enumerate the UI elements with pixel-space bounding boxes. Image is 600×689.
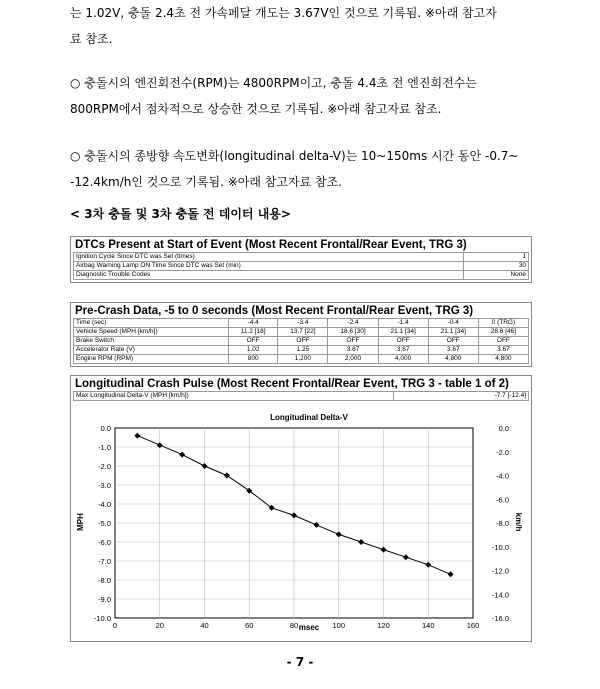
table-cell: -1.4 — [378, 319, 428, 328]
x-tick-label: 120 — [377, 621, 390, 630]
paragraph-delta-v — [70, 143, 540, 195]
paragraph-engine-rpm — [70, 70, 540, 122]
dtc-box — [70, 236, 532, 283]
table-cell: 4,000 — [378, 355, 428, 364]
table-row — [74, 271, 529, 280]
table-cell: OFF — [229, 337, 278, 346]
table-cell: 3.67 — [328, 346, 378, 355]
table-cell: OFF — [328, 337, 378, 346]
table-cell: OFF — [378, 337, 428, 346]
y2-tick-label: -4.0 — [496, 471, 509, 481]
table-row — [74, 262, 529, 271]
data-point — [381, 547, 387, 553]
table-cell: Brake Switch — [74, 337, 229, 346]
data-point — [336, 531, 342, 537]
y-tick-label: -3.0 — [98, 481, 111, 490]
x-tick-label: 60 — [245, 621, 254, 630]
y-tick-label: -9.0 — [98, 595, 111, 604]
table-cell: 13.7 [22] — [278, 328, 328, 337]
y2-axis-label: km/h — [514, 512, 523, 532]
x-tick-label: 0 — [112, 621, 118, 630]
table-cell: 21.1 [34] — [428, 328, 478, 337]
x-tick-label: 40 — [200, 621, 209, 630]
y-tick-label: -6.0 — [98, 538, 111, 547]
table-cell: -0.4 — [428, 319, 478, 328]
table-row — [74, 355, 529, 364]
table-row — [74, 328, 529, 337]
section-title: < 3차 충돌 및 3차 충돌 전 데이터 내용> — [70, 207, 291, 221]
data-point — [224, 473, 230, 479]
paragraph-line: -12.4km/h인 것으로 기록됨. ※아래 참고자료 참조. — [70, 175, 342, 189]
table-cell: Diagnostic Trouble Codes — [74, 271, 464, 280]
dtc-title: DTCs Present at Start of Event (Most Recent Frontal/Rear Event, TRG 3) — [75, 239, 467, 251]
crash-pulse-box — [70, 375, 532, 642]
table-cell: OFF — [478, 337, 528, 346]
paragraph-accelerator — [70, 0, 540, 52]
y-tick-label: -5.0 — [98, 519, 111, 528]
data-point — [291, 512, 297, 518]
y-axis-ticks — [94, 424, 111, 623]
y-tick-label: -2.0 — [98, 462, 111, 471]
table-row — [74, 337, 529, 346]
x-tick-label: 100 — [332, 621, 346, 630]
paragraph-line: 료 참조. — [70, 32, 113, 46]
table-cell: 3.67 — [478, 346, 528, 355]
y2-tick-label: -6.0 — [496, 495, 509, 505]
y-tick-label: -8.0 — [98, 576, 111, 585]
table-cell: 28.6 [46] — [478, 328, 528, 337]
table-cell: -2.4 — [328, 319, 378, 328]
table-cell: -4.4 — [229, 319, 278, 328]
table-cell: 1,200 — [278, 355, 328, 364]
x-axis-label: msec — [298, 623, 320, 632]
dtc-table — [73, 252, 529, 280]
paragraph-line: 800RPM에서 점차적으로 상승한 것으로 기록됨. ※아래 참고자료 참조. — [70, 102, 442, 116]
data-point — [403, 554, 409, 560]
precrash-table — [73, 318, 529, 364]
table-cell: -3.4 — [278, 319, 328, 328]
x-tick-label: 80 — [289, 621, 299, 630]
table-cell: 4,800 — [428, 355, 478, 364]
x-tick-label: 20 — [155, 621, 164, 630]
table-cell: Ignition Cycle Since DTC was Set (times) — [74, 253, 464, 262]
page-number: - 7 - — [286, 655, 314, 669]
chart-grid — [115, 428, 473, 618]
table-cell: 800 — [229, 355, 278, 364]
y2-tick-label: -12.0 — [491, 566, 509, 576]
y2-tick-label: -14.0 — [491, 590, 509, 600]
table-cell: 1.25 — [278, 346, 328, 355]
y2-tick-label: -8.0 — [496, 519, 509, 528]
table-cell: 1 — [464, 253, 529, 262]
y-tick-label: -10.0 — [93, 614, 111, 623]
table-cell: Airbag Warning Lamp ON Time Since DTC was Set (min) — [74, 262, 464, 271]
crash-pulse-title: Longitudinal Crash Pulse (Most Recent Frontal/Rear Event, TRG 3 - table 1 of 2) — [75, 378, 509, 390]
table-cell: 2,000 — [328, 355, 378, 364]
y2-tick-label: -16.0 — [491, 614, 509, 623]
table-cell: 30 — [464, 262, 529, 271]
table-cell: Max Longitudinal Delta-V (MPH [km/h]) — [74, 392, 394, 401]
precrash-box — [70, 302, 532, 367]
y-tick-label: -7.0 — [98, 557, 111, 566]
x-axis-ticks — [113, 621, 479, 630]
table-cell: 0 (TRG) — [478, 319, 528, 328]
y2-axis-ticks — [492, 424, 509, 623]
table-cell: Engine RPM (RPM) — [74, 355, 229, 364]
paragraph-line: ○ 충돌시의 종방향 속도변화(longitudinal delta-V)는 10~150ms 시간 동안 -0.7~ — [70, 149, 519, 163]
table-cell: 4,800 — [478, 355, 528, 364]
chart-title: Longitudinal Delta-V — [270, 413, 348, 422]
y2-tick-label: -10.0 — [491, 542, 509, 552]
table-cell: Accelerator Rate (V) — [74, 346, 229, 355]
precrash-title: Pre-Crash Data, -5 to 0 seconds (Most Recent Frontal/Rear Event, TRG 3) — [75, 305, 474, 317]
table-cell: -7.7 [-12.4] — [394, 392, 529, 401]
data-point — [448, 571, 454, 577]
table-row — [74, 346, 529, 355]
delta-v-chart — [71, 408, 529, 633]
table-cell: 18.6 [30] — [328, 328, 378, 337]
paragraph-line: 는 1.02V, 충돌 2.4초 전 가속페달 개도는 3.67V인 것으로 기록됨. ※아래 참고자 — [70, 6, 497, 20]
data-point — [358, 539, 364, 545]
table-cell: Vehicle Speed (MPH [km/h]) — [74, 328, 229, 337]
x-tick-label: 160 — [466, 621, 480, 630]
y-tick-label: -1.0 — [98, 443, 111, 452]
y-axis-label: MPH — [76, 513, 85, 531]
data-point — [179, 452, 185, 458]
table-cell: OFF — [278, 337, 328, 346]
table-cell: 11.2 [18] — [229, 328, 278, 337]
table-row — [74, 319, 529, 328]
max-delta-v-table — [73, 391, 529, 401]
table-cell: 21.1 [34] — [378, 328, 428, 337]
table-cell: 3.67 — [378, 346, 428, 355]
x-tick-label: 140 — [421, 621, 435, 630]
table-row — [74, 253, 529, 262]
data-point — [425, 562, 431, 568]
table-cell: 3.67 — [428, 346, 478, 355]
y2-tick-label: -2.0 — [496, 447, 509, 457]
y-tick-label: -4.0 — [98, 500, 111, 509]
data-point — [202, 463, 208, 469]
table-cell: Time (sec) — [74, 319, 229, 328]
table-cell: OFF — [428, 337, 478, 346]
table-row — [74, 392, 529, 401]
table-cell: None — [464, 271, 529, 280]
y2-tick-label: 0.0 — [498, 424, 509, 433]
y-tick-label: 0.0 — [100, 424, 111, 433]
paragraph-line: ○ 충돌시의 엔진회전수(RPM)는 4800RPM이고, 충돌 4.4초 전 엔진회전수는 — [70, 76, 477, 90]
table-cell: 1.02 — [229, 346, 278, 355]
data-point — [134, 433, 140, 439]
